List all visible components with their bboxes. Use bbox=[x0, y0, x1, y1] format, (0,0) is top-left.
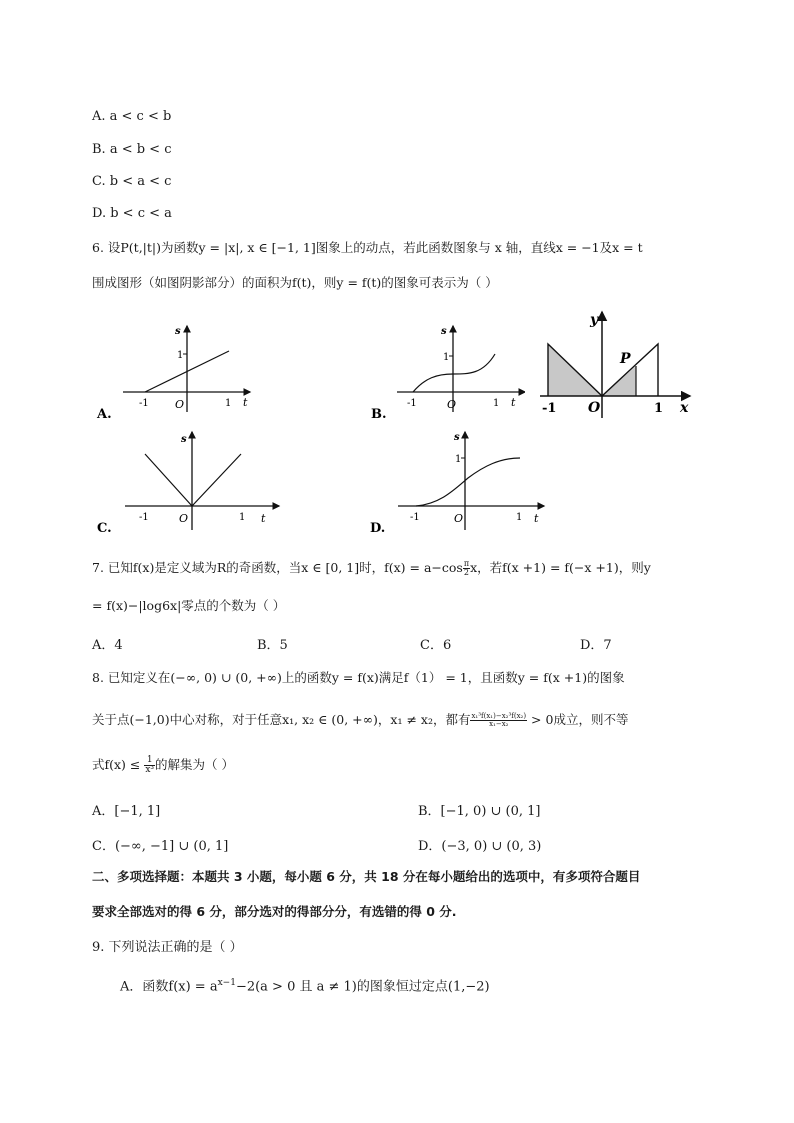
q7-option-d: D．7 bbox=[580, 638, 612, 653]
reference-label-neg-one: -1 bbox=[542, 401, 557, 416]
graph-c-label-s: s bbox=[181, 434, 187, 445]
q8-frac-den: x₁−x₂ bbox=[489, 720, 509, 728]
graph-option-b bbox=[365, 320, 525, 420]
graph-option-c bbox=[95, 428, 285, 538]
q8-frac-num: x₁³f(x₁)−x₂³f(x₂) bbox=[471, 712, 527, 720]
graph-d-label-s: s bbox=[454, 432, 460, 443]
q8-fraction2 bbox=[144, 756, 155, 775]
q9-option-a-part1: A．函数f(x) = a bbox=[120, 979, 218, 995]
q8-stem-line2 bbox=[92, 712, 628, 728]
graph-d-label-neg-one: -1 bbox=[410, 512, 420, 523]
q8-stem-line1: 8. 已知定义在(−∞, 0) ∪ (0, +∞)上的函数y = f(x)满足f（1） = 1，且函数y = f(x +1)的图象 bbox=[92, 670, 625, 685]
q7-option-a: A．4 bbox=[92, 638, 123, 653]
q5-option-a: A. a < c < b bbox=[92, 109, 172, 124]
q8-fraction bbox=[470, 713, 527, 728]
q7-stem-line1 bbox=[92, 560, 651, 577]
graph-b-label-s: s bbox=[441, 326, 447, 337]
q8-stem-part2: > 0成立，则不等 bbox=[527, 712, 629, 727]
q7-stem-part1: 7. 已知f(x)是定义域为R的奇函数，当x ∈ [0, 1]时，f(x) = a−cos bbox=[92, 560, 463, 575]
graph-d-letter: D. bbox=[370, 521, 386, 536]
graph-a-label-t: t bbox=[243, 396, 248, 409]
q9-option-a-exponent: x−1 bbox=[217, 978, 236, 988]
graph-c-letter: C. bbox=[97, 521, 112, 536]
graph-d-label-one-y: 1 bbox=[455, 454, 462, 465]
graph-d-label-o: O bbox=[454, 512, 464, 525]
reference-label-p: P bbox=[620, 351, 631, 367]
reference-figure bbox=[530, 308, 695, 420]
graph-b-label-one-y: 1 bbox=[443, 352, 450, 363]
graph-c-label-neg-one: -1 bbox=[139, 512, 149, 523]
q8-option-b: B．[−1, 0) ∪ (0, 1] bbox=[418, 804, 541, 819]
q8-frac2-den: x³ bbox=[145, 765, 155, 775]
q7-stem-part2: x，若f(x +1) = f(−x +1)，则y bbox=[470, 560, 651, 575]
graph-d-label-one-x: 1 bbox=[516, 512, 523, 523]
q7-frac-num: π bbox=[463, 559, 470, 568]
q8-option-a: A．[−1, 1] bbox=[92, 804, 161, 819]
q7-fraction bbox=[463, 560, 470, 577]
graph-b-label-one-x: 1 bbox=[493, 398, 500, 409]
graph-c-label-one-x: 1 bbox=[239, 512, 246, 523]
graph-b-letter: B. bbox=[371, 407, 387, 420]
q8-frac2-num: 1 bbox=[144, 756, 155, 766]
graph-b-label-o: O bbox=[447, 398, 457, 411]
reference-label-one: 1 bbox=[654, 401, 664, 416]
graph-d-label-t: t bbox=[534, 512, 539, 525]
q9-option-a bbox=[120, 978, 490, 995]
reference-label-x: x bbox=[680, 400, 689, 416]
graph-a-label-one-x: 1 bbox=[225, 398, 232, 409]
q8-option-c: C．(−∞, −1] ∪ (0, 1] bbox=[92, 839, 229, 854]
q5-option-d: D. b < c < a bbox=[92, 206, 172, 221]
q7-frac-den: 2 bbox=[463, 568, 469, 577]
q8-option-d: D．(−3, 0) ∪ (0, 3) bbox=[418, 839, 542, 854]
section2-heading-line2: 要求全部选对的得 6 分，部分选对的得部分分，有选错的得 0 分. bbox=[92, 904, 457, 919]
section2-heading-line1: 二、多项选择题：本题共 3 小题，每小题 6 分，共 18 分在每小题给出的选项中，有多项符合题目 bbox=[92, 869, 641, 884]
graph-a-label-o: O bbox=[175, 398, 185, 411]
q9-stem: 9. 下列说法正确的是（ ） bbox=[92, 940, 243, 955]
graph-option-d bbox=[368, 428, 548, 538]
q6-stem-line2: 围成图形（如图阴影部分）的面积为f(t)，则y = f(t)的图象可表示为（ ） bbox=[92, 275, 498, 290]
q5-option-b: B. a < b < c bbox=[92, 142, 172, 157]
q8-stem-part4: 的解集为（ ） bbox=[155, 757, 235, 772]
q8-stem-part1: 关于点(−1,0)中心对称，对于任意x₁, x₂ ∈ (0, +∞)，x₁ ≠ x₂，都有 bbox=[92, 712, 471, 727]
graph-b-label-neg-one: -1 bbox=[407, 398, 417, 409]
reference-label-o: O bbox=[588, 400, 601, 416]
graph-c-label-o: O bbox=[179, 512, 189, 525]
q7-stem-line2: = f(x)−|log6x|零点的个数为（ ） bbox=[92, 598, 286, 613]
graph-c-label-t: t bbox=[261, 512, 266, 525]
q8-stem-part3: 式f(x) ≤ bbox=[92, 757, 145, 772]
q6-stem-line1: 6. 设P(t,|t|)为函数y = |x|, x ∈ [−1, 1]图象上的动点，若此函数图象与 x 轴，直线x = −1及x = t bbox=[92, 240, 643, 255]
q9-option-a-part2: −2(a > 0 且 a ≠ 1)的图象恒过定点(1,−2) bbox=[235, 979, 490, 995]
graph-b-label-t: t bbox=[511, 396, 516, 409]
q7-option-c: C．6 bbox=[420, 638, 452, 653]
graph-a-label-one-y: 1 bbox=[177, 350, 184, 361]
q5-option-c: C. b < a < c bbox=[92, 174, 172, 189]
q8-stem-line3 bbox=[92, 756, 234, 775]
q7-option-b: B．5 bbox=[257, 638, 288, 653]
graph-option-a bbox=[95, 320, 255, 420]
reference-label-y: y bbox=[590, 312, 599, 328]
graph-a-label-neg-one: -1 bbox=[139, 398, 149, 409]
graph-a-letter: A. bbox=[97, 407, 112, 420]
graph-a-label-s: s bbox=[175, 326, 181, 337]
